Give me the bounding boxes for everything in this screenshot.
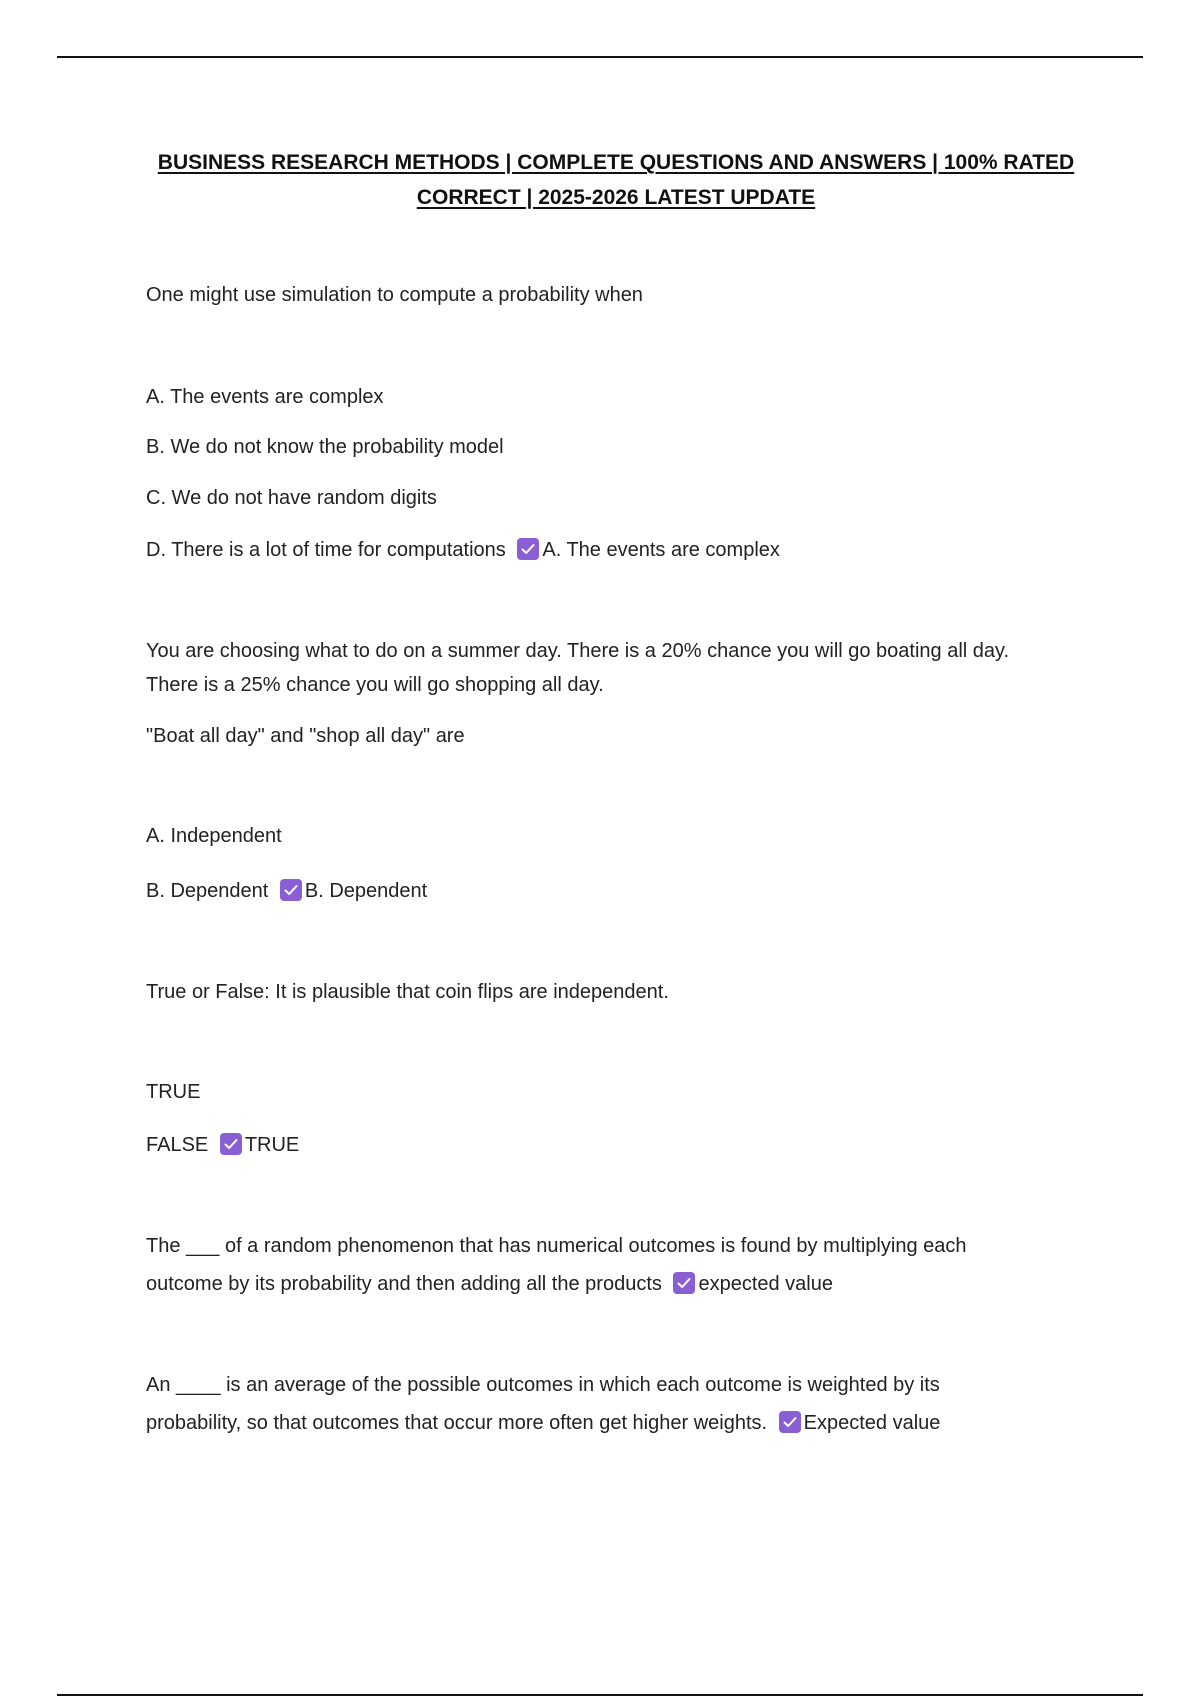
checkbox-check-icon	[779, 1411, 801, 1433]
checkbox-check-icon	[673, 1272, 695, 1294]
question-2-option-a: A. Independent	[146, 825, 282, 847]
question-1-option-c: C. We do not have random digits	[146, 487, 437, 509]
question-3-option-true: TRUE	[146, 1081, 201, 1103]
title-line-2: CORRECT | 2025-2026 LATEST UPDATE	[416, 186, 816, 209]
question-4-answer: expected value	[698, 1273, 833, 1295]
question-1-option-d: D. There is a lot of time for computations	[146, 539, 506, 561]
question-3-prompt: True or False: It is plausible that coin flips are independent.	[146, 981, 669, 1003]
question-2-answer: B. Dependent	[304, 880, 428, 902]
question-1-option-b: B. We do not know the probability model	[146, 436, 504, 458]
question-5-answer: Expected value	[803, 1412, 941, 1434]
header-rule	[57, 56, 1143, 58]
question-3-option-false-row	[146, 1131, 299, 1159]
question-2-option-b-row	[146, 877, 427, 905]
question-2-prompt-line-2: There is a 25% chance you will go shopping all day.	[146, 674, 604, 696]
checkbox-check-icon	[517, 538, 539, 560]
question-4-prompt-line-2-row	[146, 1270, 833, 1298]
question-3-answer: TRUE	[244, 1134, 300, 1156]
question-1-prompt: One might use simulation to compute a probability when	[146, 284, 643, 306]
title-line-1: BUSINESS RESEARCH METHODS | COMPLETE QUESTIONS AND ANSWERS | 100% RATED	[157, 151, 1075, 174]
question-5-prompt-line-1: An ____ is an average of the possible outcomes in which each outcome is weighted by its	[146, 1374, 940, 1396]
question-5-prompt-line-2: probability, so that outcomes that occur more often get higher weights.	[146, 1412, 768, 1434]
question-4-prompt-line-2: outcome by its probability and then adding all the products	[146, 1273, 662, 1295]
question-1-option-a: A. The events are complex	[146, 386, 384, 408]
question-4-prompt-line-1: The ___ of a random phenomenon that has numerical outcomes is found by multiplying each	[146, 1235, 967, 1257]
checkbox-check-icon	[220, 1133, 242, 1155]
question-1-answer: A. The events are complex	[542, 539, 780, 561]
footer-rule	[57, 1694, 1143, 1696]
question-2-prompt-line-1: You are choosing what to do on a summer day. There is a 20% chance you will go boating all day.	[146, 640, 1010, 662]
question-1-option-d-row	[146, 536, 780, 564]
document-title	[150, 145, 1082, 215]
question-3-option-false: FALSE	[146, 1134, 209, 1156]
question-2-prompt-line-3: "Boat all day" and "shop all day" are	[146, 725, 465, 747]
question-5-prompt-line-2-row	[146, 1409, 940, 1437]
question-2-option-b: B. Dependent	[146, 880, 269, 902]
checkbox-check-icon	[280, 879, 302, 901]
